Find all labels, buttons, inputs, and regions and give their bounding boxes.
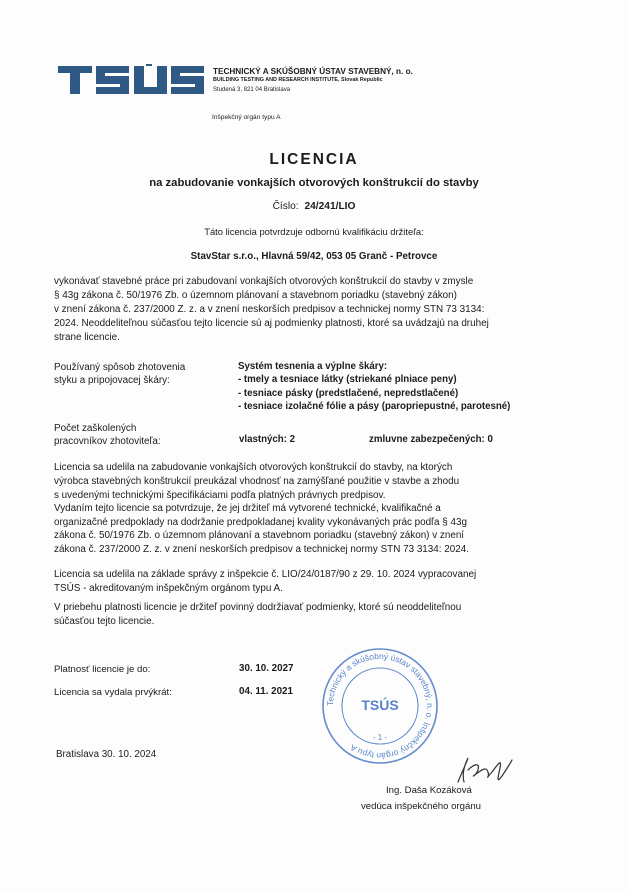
- system-item: - tesniace izolačné fólie a pásy (paropriepustné, parotesné): [238, 401, 511, 412]
- method-label: styku a pripojovacej škáry:: [54, 375, 170, 386]
- first-issue-label: Licencia sa vydala prvýkrát:: [54, 687, 172, 698]
- organization-name-english: BUILDING TESTING AND RESEARCH INSTITUTE, Slovak Republic: [213, 77, 383, 83]
- tsus-logo: [58, 64, 206, 96]
- para1-line: strane licencie.: [54, 332, 120, 343]
- signatory-role: vedúca inšpekčného orgánu: [361, 801, 482, 812]
- para1-line: vykonávať stavebné práce pri zabudovaní vonkajších otvorových konštrukcií do stavby v zmysle: [54, 276, 474, 287]
- para3-line: TSÚS - akreditovaným inšpekčným orgánom typu A.: [54, 583, 283, 594]
- first-issue-date: 04. 11. 2021: [239, 686, 293, 697]
- para2-line: organizačné predpoklady na dodržanie predpokladanej kvality vykonávaných prác podľa § 43g: [54, 517, 467, 528]
- para2-line: zákona č. 50/1976 Zb. o územnom plánovaní a stavebnom poriadku (stavebný zákon) v znení: [54, 530, 465, 541]
- document-title: LICENCIA: [269, 151, 359, 168]
- para4-line: V priebehu platnosti licencie je držiteľ povinný dodržiavať podmienky, ktoré sú neoddeliteľnou: [54, 602, 462, 613]
- para1-line: v znení zákona č. 237/2000 Z. z. a v znení neskorších predpisov a technickej normy STN 73 3134:: [54, 304, 485, 315]
- validity-date: 30. 10. 2027: [239, 663, 294, 674]
- inspection-body-type: Inšpekčný orgán typu A: [212, 114, 281, 121]
- system-heading: Systém tesnenia a výplne škáry:: [238, 361, 388, 372]
- para2-line: Licencia sa udelila na zabudovanie vonkajších otvorových konštrukcií do stavby, na ktorých: [54, 462, 453, 473]
- stamp-number: - 1 -: [372, 733, 388, 742]
- stamp-center-text: TSÚS: [361, 697, 399, 713]
- para2-line: zákona č. 237/2000 Z. z. v znení neskorších predpisov a technickej normy STN 73 3134: 2024.: [54, 544, 469, 555]
- place-and-date: Bratislava 30. 10. 2024: [56, 749, 157, 760]
- para2-line: výrobca stavebných konštrukcií preukázal vhodnosť na zamýšľané použitie v stavbe a zhodu: [54, 476, 460, 487]
- workers-own: vlastných: 2: [239, 434, 295, 445]
- license-number-value: 24/241/LIO: [304, 201, 356, 212]
- workers-label: Počet zaškolených: [54, 423, 137, 434]
- para2-line: Vydaním tejto licencie sa potvrdzuje, že jej držiteľ má vytvorené technické, kvalifikačné a: [54, 503, 441, 514]
- signatory-name: Ing. Daša Kozáková: [386, 785, 472, 796]
- stamp-ring-text: Technický a skúšobný ústav stavebný, n. o. Inšpekčný orgán typu A: [324, 650, 436, 762]
- system-item: - tesniace pásky (predstlačené, nepredstlačené): [238, 388, 459, 399]
- para1-line: § 43g zákona č. 50/1976 Zb. o územnom plánovaní a stavebnom poriadku (stavebný zákon): [54, 290, 457, 301]
- license-number: [0, 201, 628, 212]
- para2-line: s uvedenými technickými špecifikáciami podľa platných právnych predpisov.: [54, 490, 386, 501]
- handwritten-signature: [440, 752, 530, 788]
- workers-contract: zmluvne zabezpečených: 0: [369, 434, 493, 445]
- workers-label: pracovníkov zhotoviteľa:: [54, 436, 161, 447]
- license-holder: StavStar s.r.o., Hlavná 59/42, 053 05 Granč - Petrovce: [190, 251, 438, 262]
- confirmation-text: Táto licencia potvrdzuje odbornú kvalifikáciu držiteľa:: [204, 226, 424, 237]
- official-stamp: [320, 646, 440, 766]
- para1-line: 2024. Neoddeliteľnou súčasťou tejto licencie sú aj podmienky platnosti, ktoré sa uvádzajú na druhej: [54, 318, 489, 329]
- license-number-label: Číslo:: [272, 201, 299, 212]
- validity-label: Platnosť licencie je do:: [54, 664, 151, 675]
- para3-line: Licencia sa udelila na základe správy z inšpekcie č. LIO/24/0187/90 z 29. 10. 2024 vypracovanej: [54, 569, 477, 580]
- para4-line: súčasťou tejto licencie.: [54, 616, 155, 627]
- system-item: - tmely a tesniace látky (striekané plniace peny): [238, 374, 457, 385]
- organization-address: Studená 3, 821 04 Bratislava: [213, 87, 291, 93]
- method-label: Používaný spôsob zhotovenia: [54, 362, 186, 373]
- document-subtitle: na zabudovanie vonkajších otvorových konštrukcií do stavby: [149, 177, 479, 189]
- organization-name: TECHNICKÝ A SKÚŠOBNÝ ÚSTAV STAVEBNÝ, n. o.: [213, 67, 413, 76]
